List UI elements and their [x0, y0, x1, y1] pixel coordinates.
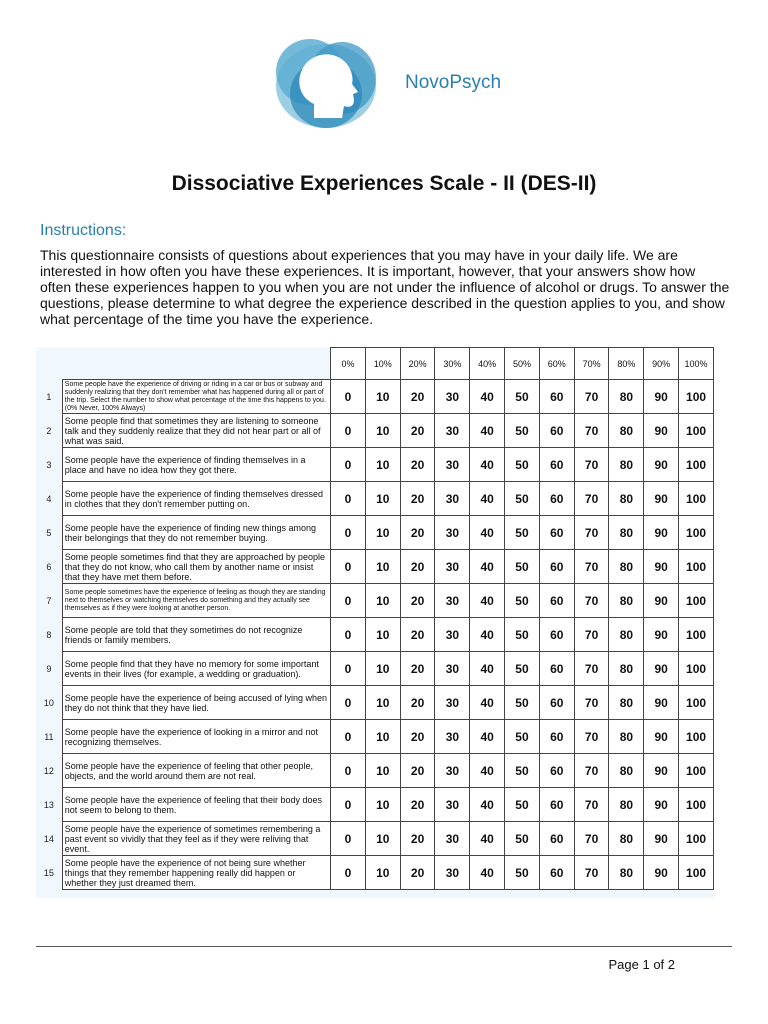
rating-option[interactable]: 20 [400, 686, 435, 720]
question-text: Some people sometimes have the experience of feeling as though they are standing next to themselves or watching themselves do something and they actually see themselves as if they were looking at another person. [62, 584, 330, 618]
rating-option[interactable]: 80 [609, 482, 644, 516]
rating-option[interactable]: 10 [365, 720, 400, 754]
rating-option[interactable]: 20 [400, 720, 435, 754]
instructions-text: This questionnaire consists of questions about experiences that you may have in your daily life. We are interested in how often you have these experiences. It is important, however, that your answers show how often these experiences happen to you when you are not under the influence of alcohol or drugs. To answer the questions, please determine to what degree the experience described in the question applies to you, and show what percentage of the time you have the experience. [40, 247, 730, 327]
rating-option[interactable]: 50 [505, 652, 540, 686]
rating-option[interactable]: 70 [574, 618, 609, 652]
rating-option[interactable]: 40 [470, 822, 505, 856]
rating-option[interactable]: 80 [609, 414, 644, 448]
rating-option[interactable]: 40 [470, 652, 505, 686]
rating-option[interactable]: 90 [644, 754, 679, 788]
rating-option[interactable]: 30 [435, 720, 470, 754]
question-number: 2 [46, 425, 52, 436]
rating-option[interactable]: 80 [609, 516, 644, 550]
percent-header: 90% [644, 348, 679, 380]
rating-option[interactable]: 80 [609, 754, 644, 788]
question-row [36, 448, 714, 482]
question-row [36, 788, 714, 822]
rating-option[interactable]: 60 [539, 788, 574, 822]
rating-option[interactable]: 40 [470, 482, 505, 516]
rating-option[interactable]: 80 [609, 380, 644, 414]
rating-option[interactable]: 10 [365, 652, 400, 686]
rating-option[interactable]: 100 [679, 720, 714, 754]
rating-option[interactable]: 60 [539, 686, 574, 720]
rating-option[interactable]: 40 [470, 618, 505, 652]
rating-option[interactable]: 50 [505, 788, 540, 822]
question-number: 6 [46, 561, 52, 572]
rating-option[interactable]: 10 [365, 822, 400, 856]
question-row [36, 856, 714, 890]
rating-option[interactable]: 70 [574, 788, 609, 822]
question-number: 9 [46, 663, 52, 674]
rating-option[interactable]: 0 [331, 822, 366, 856]
rating-option[interactable]: 0 [331, 788, 366, 822]
question-text: Some people are told that they sometimes do not recognize friends or family members. [62, 618, 330, 652]
percent-header: 100% [679, 348, 714, 380]
footer-divider [36, 946, 732, 947]
percent-header: 60% [539, 348, 574, 380]
rating-option[interactable]: 10 [365, 482, 400, 516]
rating-option[interactable]: 10 [365, 788, 400, 822]
rating-option[interactable]: 90 [644, 516, 679, 550]
rating-option[interactable]: 60 [539, 856, 574, 890]
question-text: Some people have the experience of feeling that other people, objects, and the world around them are not real. [62, 754, 330, 788]
rating-option[interactable]: 0 [331, 414, 366, 448]
question-number: 7 [46, 595, 52, 606]
rating-option[interactable]: 10 [365, 686, 400, 720]
rating-option[interactable]: 100 [679, 618, 714, 652]
rating-option[interactable]: 0 [331, 856, 366, 890]
rating-option[interactable]: 90 [644, 856, 679, 890]
question-text: Some people have the experience of sometimes remembering a past event so vividly that they feel as if they were reliving that event. [62, 822, 330, 856]
percent-header: 20% [400, 348, 435, 380]
rating-option[interactable]: 40 [470, 380, 505, 414]
rating-option[interactable]: 90 [644, 414, 679, 448]
rating-option[interactable]: 0 [331, 618, 366, 652]
question-number: 11 [44, 731, 54, 742]
rating-option[interactable]: 60 [539, 652, 574, 686]
instructions-heading: Instructions: [40, 222, 127, 239]
rating-option[interactable]: 70 [574, 754, 609, 788]
rating-option[interactable]: 0 [331, 652, 366, 686]
rating-option[interactable]: 70 [574, 414, 609, 448]
question-number: 12 [43, 765, 54, 776]
rating-option[interactable]: 90 [644, 482, 679, 516]
rating-option[interactable]: 80 [609, 550, 644, 584]
question-text: Some people find that sometimes they are listening to someone talk and they suddenly realize that they did not hear part or all of what was said. [62, 414, 330, 448]
question-row [36, 652, 714, 686]
rating-option[interactable]: 60 [539, 482, 574, 516]
rating-option[interactable]: 20 [400, 414, 435, 448]
rating-option[interactable]: 20 [400, 788, 435, 822]
rating-option[interactable]: 10 [365, 584, 400, 618]
rating-option[interactable]: 50 [505, 482, 540, 516]
rating-option[interactable]: 50 [505, 720, 540, 754]
rating-option[interactable]: 50 [505, 754, 540, 788]
rating-option[interactable]: 90 [644, 550, 679, 584]
rating-option[interactable]: 60 [539, 754, 574, 788]
rating-option[interactable]: 60 [539, 516, 574, 550]
rating-option[interactable]: 10 [365, 618, 400, 652]
rating-option[interactable]: 70 [574, 856, 609, 890]
rating-option[interactable]: 0 [331, 686, 366, 720]
question-row [36, 754, 714, 788]
rating-option[interactable]: 60 [539, 550, 574, 584]
rating-option[interactable]: 60 [539, 584, 574, 618]
rating-option[interactable]: 40 [470, 720, 505, 754]
rating-option[interactable]: 70 [574, 516, 609, 550]
rating-option[interactable]: 80 [609, 618, 644, 652]
rating-option[interactable]: 10 [365, 414, 400, 448]
question-text: Some people find that they have no memory for some important events in their lives (for example, a wedding or graduation). [62, 652, 330, 686]
question-row [36, 720, 714, 754]
rating-option[interactable]: 30 [435, 788, 470, 822]
rating-option[interactable]: 30 [435, 516, 470, 550]
rating-option[interactable]: 0 [331, 754, 366, 788]
rating-option[interactable]: 90 [644, 720, 679, 754]
question-number: 8 [46, 629, 52, 640]
question-number: 14 [43, 833, 54, 844]
rating-option[interactable]: 90 [644, 448, 679, 482]
rating-option[interactable]: 0 [331, 584, 366, 618]
rating-option[interactable]: 40 [470, 788, 505, 822]
rating-option[interactable]: 20 [400, 856, 435, 890]
rating-option[interactable]: 30 [435, 380, 470, 414]
rating-option[interactable]: 50 [505, 822, 540, 856]
rating-option[interactable]: 100 [679, 550, 714, 584]
percent-header: 30% [435, 348, 470, 380]
rating-option[interactable]: 50 [505, 550, 540, 584]
rating-option[interactable]: 70 [574, 686, 609, 720]
rating-option[interactable]: 30 [435, 448, 470, 482]
percent-header: 70% [574, 348, 609, 380]
percent-header: 0% [331, 348, 366, 380]
rating-option[interactable]: 100 [679, 380, 714, 414]
rating-option[interactable]: 80 [609, 822, 644, 856]
rating-option[interactable]: 20 [400, 652, 435, 686]
table-header-row [36, 348, 714, 380]
question-text: Some people have the experience of feeling that their body does not seem to belong to them. [62, 788, 330, 822]
page-title: Dissociative Experiences Scale - II (DES-II) [171, 172, 597, 195]
rating-option[interactable]: 30 [435, 856, 470, 890]
rating-option[interactable]: 60 [539, 380, 574, 414]
question-number: 3 [46, 459, 52, 470]
rating-option[interactable]: 40 [470, 414, 505, 448]
header-spacer [62, 348, 330, 380]
head-profile-icon [270, 34, 382, 132]
rating-option[interactable]: 60 [539, 822, 574, 856]
rating-option[interactable]: 40 [470, 516, 505, 550]
rating-option[interactable]: 10 [365, 448, 400, 482]
question-row [36, 618, 714, 652]
rating-option[interactable]: 70 [574, 550, 609, 584]
question-number: 5 [46, 527, 52, 538]
rating-option[interactable]: 70 [574, 482, 609, 516]
page-number: Page 1 of 2 [608, 957, 675, 972]
question-row [36, 516, 714, 550]
rating-option[interactable]: 0 [331, 482, 366, 516]
rating-option[interactable]: 60 [539, 414, 574, 448]
rating-option[interactable]: 90 [644, 584, 679, 618]
question-text: Some people have the experience of not being sure whether things that they remember happening really did happen or whether they just dreamed them. [62, 856, 330, 890]
question-text: Some people sometimes find that they are approached by people that they do not know, who call them by another name or insist that they have met them before. [62, 550, 330, 584]
rating-option[interactable]: 0 [331, 550, 366, 584]
percent-header: 50% [505, 348, 540, 380]
rating-option[interactable]: 100 [679, 414, 714, 448]
rating-option[interactable]: 100 [679, 448, 714, 482]
rating-option[interactable]: 80 [609, 686, 644, 720]
question-text: Some people have the experience of looking in a mirror and not recognizing themselves. [62, 720, 330, 754]
rating-option[interactable]: 20 [400, 584, 435, 618]
rating-option[interactable]: 100 [679, 516, 714, 550]
rating-option[interactable]: 10 [365, 754, 400, 788]
rating-option[interactable]: 40 [470, 448, 505, 482]
question-number: 15 [43, 867, 54, 878]
rating-option[interactable]: 100 [679, 856, 714, 890]
question-row [36, 414, 714, 448]
rating-option[interactable]: 90 [644, 652, 679, 686]
percent-header: 40% [470, 348, 505, 380]
rating-option[interactable]: 10 [365, 856, 400, 890]
rating-option[interactable]: 90 [644, 618, 679, 652]
question-row [36, 822, 714, 856]
rating-option[interactable]: 30 [435, 584, 470, 618]
question-text: Some people have the experience of finding new things among their belongings that they do not remember buying. [62, 516, 330, 550]
rating-option[interactable]: 40 [470, 754, 505, 788]
rating-option[interactable]: 30 [435, 652, 470, 686]
question-number: 10 [43, 697, 54, 708]
rating-option[interactable]: 50 [505, 380, 540, 414]
rating-option[interactable]: 10 [365, 380, 400, 414]
rating-option[interactable]: 100 [679, 686, 714, 720]
question-row [36, 584, 714, 618]
rating-option[interactable]: 80 [609, 448, 644, 482]
rating-option[interactable]: 50 [505, 686, 540, 720]
rating-option[interactable]: 50 [505, 414, 540, 448]
rating-option[interactable]: 30 [435, 754, 470, 788]
rating-option[interactable]: 70 [574, 720, 609, 754]
rating-option[interactable]: 20 [400, 618, 435, 652]
rating-option[interactable]: 40 [470, 584, 505, 618]
rating-option[interactable]: 80 [609, 720, 644, 754]
rating-option[interactable]: 40 [470, 856, 505, 890]
novopsych-logo [270, 34, 382, 132]
rating-option[interactable]: 30 [435, 414, 470, 448]
rating-option[interactable]: 90 [644, 380, 679, 414]
question-text: Some people have the experience of finding themselves dressed in clothes that they don't remember putting on. [62, 482, 330, 516]
rating-option[interactable]: 100 [679, 584, 714, 618]
question-text: Some people have the experience of finding themselves in a place and have no idea how they got there. [62, 448, 330, 482]
rating-option[interactable]: 80 [609, 856, 644, 890]
rating-option[interactable]: 60 [539, 618, 574, 652]
rating-option[interactable]: 90 [644, 822, 679, 856]
rating-option[interactable]: 20 [400, 448, 435, 482]
rating-option[interactable]: 100 [679, 822, 714, 856]
rating-option[interactable]: 0 [331, 516, 366, 550]
percent-header: 10% [365, 348, 400, 380]
rating-option[interactable]: 100 [679, 482, 714, 516]
rating-option[interactable]: 100 [679, 754, 714, 788]
brand-name: NovoPsych [405, 72, 502, 93]
rating-option[interactable]: 20 [400, 482, 435, 516]
rating-option[interactable]: 70 [574, 380, 609, 414]
rating-option[interactable]: 80 [609, 788, 644, 822]
rating-option[interactable]: 50 [505, 856, 540, 890]
rating-option[interactable]: 70 [574, 652, 609, 686]
rating-option[interactable]: 90 [644, 788, 679, 822]
rating-option[interactable]: 30 [435, 686, 470, 720]
rating-option[interactable]: 20 [400, 550, 435, 584]
rating-option[interactable]: 40 [470, 686, 505, 720]
question-text: Some people have the experience of driving or riding in a car or bus or subway and suddenly realizing that they don't remember what has happened during all or part of the trip. Select the number to show what percentage of the time this happens to you. (0% Never, 100% Always) [62, 380, 330, 414]
rating-option[interactable]: 20 [400, 822, 435, 856]
rating-option[interactable]: 100 [679, 788, 714, 822]
rating-option[interactable]: 80 [609, 584, 644, 618]
rating-option[interactable]: 40 [470, 550, 505, 584]
rating-option[interactable]: 30 [435, 822, 470, 856]
rating-option[interactable]: 50 [505, 584, 540, 618]
rating-option[interactable]: 0 [331, 448, 366, 482]
rating-option[interactable]: 50 [505, 516, 540, 550]
rating-option[interactable]: 70 [574, 584, 609, 618]
rating-option[interactable]: 20 [400, 516, 435, 550]
questionnaire-table [36, 347, 714, 898]
rating-option[interactable]: 60 [539, 720, 574, 754]
rating-option[interactable]: 50 [505, 618, 540, 652]
question-number: 13 [43, 799, 54, 810]
rating-option[interactable]: 90 [644, 686, 679, 720]
rating-option[interactable]: 10 [365, 550, 400, 584]
question-text: Some people have the experience of being accused of lying when they do not think that they have lied. [62, 686, 330, 720]
rating-option[interactable]: 60 [539, 448, 574, 482]
rating-option[interactable]: 80 [609, 652, 644, 686]
question-number: 1 [46, 391, 52, 402]
percent-header: 80% [609, 348, 644, 380]
rating-option[interactable]: 20 [400, 380, 435, 414]
rating-option[interactable]: 20 [400, 754, 435, 788]
header-spacer [36, 348, 62, 380]
rating-option[interactable]: 50 [505, 448, 540, 482]
question-row [36, 686, 714, 720]
rating-option[interactable]: 0 [331, 720, 366, 754]
question-row [36, 550, 714, 584]
rating-option[interactable]: 10 [365, 516, 400, 550]
rating-option[interactable]: 0 [331, 380, 366, 414]
rating-option[interactable]: 30 [435, 618, 470, 652]
question-number: 4 [46, 493, 52, 504]
question-row [36, 380, 714, 414]
rating-option[interactable]: 70 [574, 448, 609, 482]
rating-option[interactable]: 100 [679, 652, 714, 686]
question-row [36, 482, 714, 516]
rating-option[interactable]: 30 [435, 482, 470, 516]
rating-option[interactable]: 70 [574, 822, 609, 856]
rating-option[interactable]: 30 [435, 550, 470, 584]
